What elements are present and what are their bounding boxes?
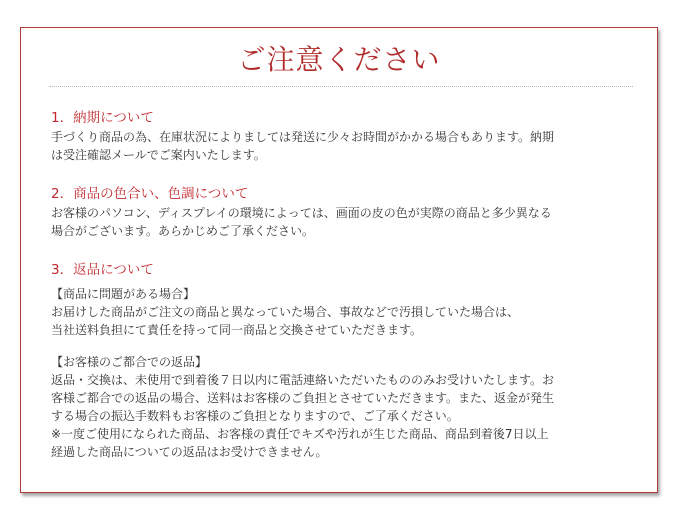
section-delivery bbox=[51, 108, 641, 164]
text-line: 手づくり商品の為、在庫状況によりましては発送に少々お時間がかかる場合もあります。納期 bbox=[51, 130, 555, 144]
text-line: は受注確認メールでご案内いたします。 bbox=[51, 148, 266, 162]
text-line: 返品・交換は、未使用で到着後７日以内に電話連絡いただいたもののみお受けいたします。お bbox=[51, 373, 555, 387]
subsection-defective bbox=[51, 285, 641, 339]
section-color bbox=[51, 184, 641, 240]
text-line: ※一度ご使用になられた商品、お客様の責任でキズや汚れが生じた商品、商品到着後7日以上 bbox=[51, 427, 549, 441]
dotted-divider bbox=[49, 86, 633, 87]
text-line: 当社送料負担にて責任を持って同一商品と交換させていただきます。 bbox=[51, 323, 423, 337]
subsection-label: 【お客様のご都合での返品】 bbox=[51, 355, 208, 369]
text-line: 場合がございます。あらかじめご了承ください。 bbox=[51, 224, 315, 238]
text-line: お客様のパソコン、ディスプレイの環境によっては、画面の皮の色が実際の商品と多少異なる bbox=[51, 206, 552, 220]
text-line: お届けした商品がご注文の商品と異なっていた場合、事故などで汚損していた場合は、 bbox=[51, 305, 520, 319]
notice-box bbox=[20, 27, 658, 493]
section-text bbox=[51, 204, 641, 240]
text-line: 経過した商品についての返品はお受けできません。 bbox=[51, 445, 328, 459]
section-heading: 2．商品の色合い、色調について bbox=[51, 186, 249, 202]
section-heading: 1．納期について bbox=[51, 110, 154, 126]
page-title: ご注意ください bbox=[237, 43, 441, 76]
text-line: 客様ご都合での返品の場合、送料はお客様のご負担とさせていただきます。また、返金が発生 bbox=[51, 391, 555, 405]
subsection-customer-reason bbox=[51, 353, 641, 461]
text-line: する場合の振込手数料もお客様のご負担となりますので、ご了承ください。 bbox=[51, 409, 459, 423]
section-returns bbox=[51, 260, 641, 461]
subsection-label: 【商品に問題がある場合】 bbox=[51, 287, 196, 301]
notice-content bbox=[51, 108, 641, 461]
section-heading: 3．返品について bbox=[51, 262, 154, 278]
section-text bbox=[51, 128, 641, 164]
